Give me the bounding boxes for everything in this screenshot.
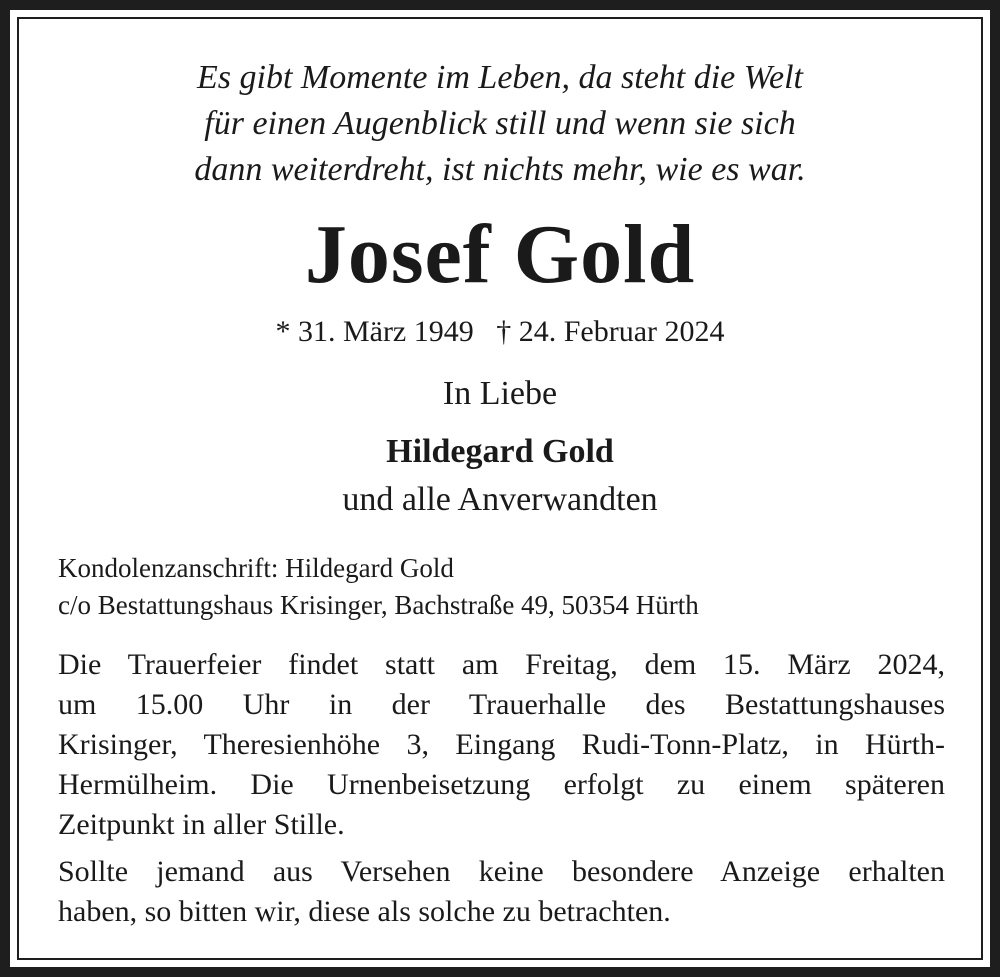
motto-line: dann weiterdreht, ist nichts mehr, wie es war.: [194, 151, 806, 188]
motto-line: Es gibt Momente im Leben, da steht die Welt: [197, 59, 803, 96]
paragraph-line: Die Trauerfeier findet statt am Freitag, dem 15. März 2024,: [58, 648, 945, 681]
notice-paragraph: [58, 852, 945, 932]
deceased-name: Josef Gold: [304, 208, 696, 301]
paragraph-line: Krisinger, Theresienhöhe 3, Eingang Rudi-Tonn-Platz, in Hürth-: [58, 728, 945, 761]
ceremony-paragraph: [58, 645, 945, 845]
mourner-name: Hildegard Gold: [386, 433, 614, 470]
paragraph-line: haben, so bitten wir, diese als solche zu betrachten.: [58, 895, 671, 928]
motto-quote: [0, 55, 1000, 193]
life-dates: * 31. März 1949 † 24. Februar 2024: [275, 315, 725, 348]
condolence-line: Kondolenzanschrift: Hildegard Gold: [58, 553, 454, 583]
in-love-intro: In Liebe: [442, 375, 558, 412]
relatives-line: und alle Anverwandten: [342, 481, 658, 518]
condolence-line: c/o Bestattungshaus Krisinger, Bachstraße 49, 50354 Hürth: [58, 590, 699, 620]
paragraph-line: um 15.00 Uhr in der Trauerhalle des Bestattungshauses: [58, 688, 945, 721]
paragraph-line: Zeitpunkt in aller Stille.: [58, 808, 345, 841]
paragraph-line: Hermülheim. Die Urnenbeisetzung erfolgt zu einem späteren: [58, 768, 945, 801]
condolence-address: [58, 550, 699, 624]
paragraph-line: Sollte jemand aus Versehen keine besondere Anzeige erhalten: [58, 855, 945, 888]
motto-line: für einen Augenblick still und wenn sie sich: [204, 105, 796, 142]
